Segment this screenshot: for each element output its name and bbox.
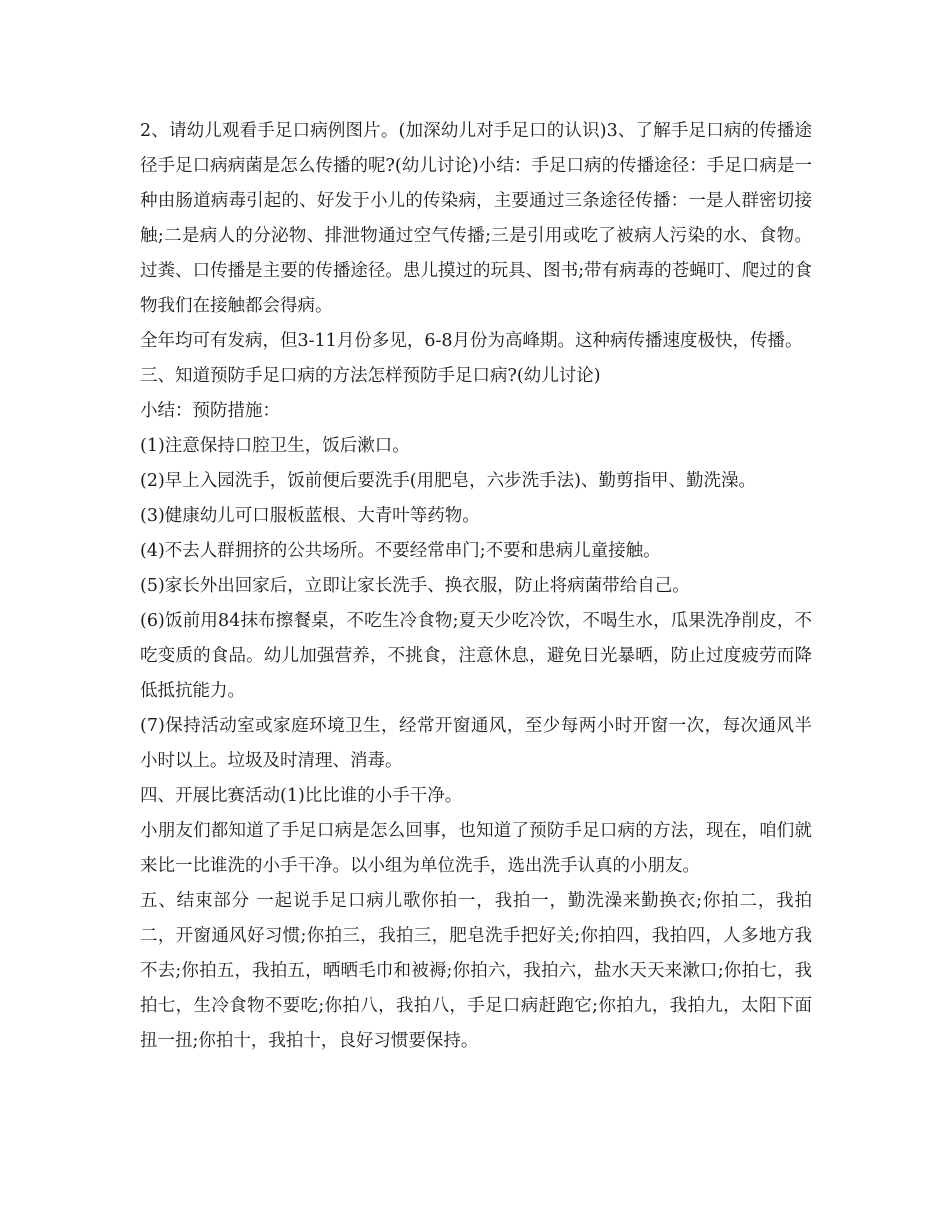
- prevention-item-3: (3)健康幼儿可口服板蓝根、大青叶等药物。: [140, 506, 480, 526]
- prevention-item-6: (6)饭前用84抹布擦餐桌，不吃生冷食物;夏天少吃冷饮，不喝生水，瓜果洗净削皮，不吃变质的食品。幼儿加强营养，不挑食，注意休息，避免日光暴晒，防止过度疲劳而降低抵抗能力。: [140, 611, 812, 701]
- paragraph-contest: 小朋友们都知道了手足口病是怎么回事，也知道了预防手足口病的方法，现在，咱们就来比一比谁洗的小手干净。以小组为单位洗手，选出洗手认真的小朋友。: [140, 821, 812, 876]
- prevention-item-5: (5)家长外出回家后，立即让家长洗手、换衣服，防止将病菌带给自己。: [140, 576, 690, 596]
- paragraph-transmission: 2、请幼儿观看手足口病例图片。(加深幼儿对手足口的认识)3、了解手足口病的传播途径手足口病病菌是怎么传播的呢?(幼儿讨论)小结：手足口病的传播途径：手足口病是一种由肠道病毒引起的、好发于小儿的传染病，主要通过三条途径传播：一是人群密切接触;二是病人的分泌物、排泄物通过空气传播;三是引用或吃了被病人污染的水、食物。过粪、口传播是主要的传播途径。患儿摸过的玩具、图书;带有病毒的苍蝇叮、爬过的食物我们在接触都会得病。: [140, 121, 812, 316]
- paragraph-ending-rhyme: 五、结束部分 一起说手足口病儿歌你拍一，我拍一，勤洗澡来勤换衣;你拍二，我拍二，开窗通风好习惯;你拍三，我拍三，肥皂洗手把好关;你拍四，我拍四，人多地方我不去;你拍五，我拍五，晒晒毛巾和被褥;你拍六，我拍六，盐水天天来漱口;你拍七，我拍七，生冷食物不要吃;你拍八，我拍八，手足口病赶跑它;你拍九，我拍九，太阳下面扭一扭;你拍十，我拍十，良好习惯要保持。: [140, 891, 812, 1051]
- section-heading-contest: 四、开展比赛活动(1)比比谁的小手干净。: [140, 786, 463, 806]
- prevention-item-7: (7)保持活动室或家庭环境卫生，经常开窗通风，至少每两小时开窗一次，每次通风半小时以上。垃圾及时清理、消毒。: [140, 716, 812, 771]
- prevention-item-1: (1)注意保持口腔卫生，饭后漱口。: [140, 436, 410, 456]
- prevention-item-4: (4)不去人群拥挤的公共场所。不要经常串门;不要和患病儿童接触。: [140, 541, 661, 561]
- prevention-item-2: (2)早上入园洗手，饭前便后要洗手(用肥皂，六步洗手法)、勤剪指甲、勤洗澡。: [140, 471, 756, 491]
- section-heading-prevention: 三、知道预防手足口病的方法怎样预防手足口病?(幼儿讨论): [140, 366, 601, 386]
- document-body: [140, 114, 812, 1059]
- summary-label: 小结：预防措施：: [140, 401, 280, 421]
- paragraph-season: 全年均可有发病，但3-11月份多见，6-8月份为高峰期。这种病传播速度极快，传播。: [140, 331, 803, 351]
